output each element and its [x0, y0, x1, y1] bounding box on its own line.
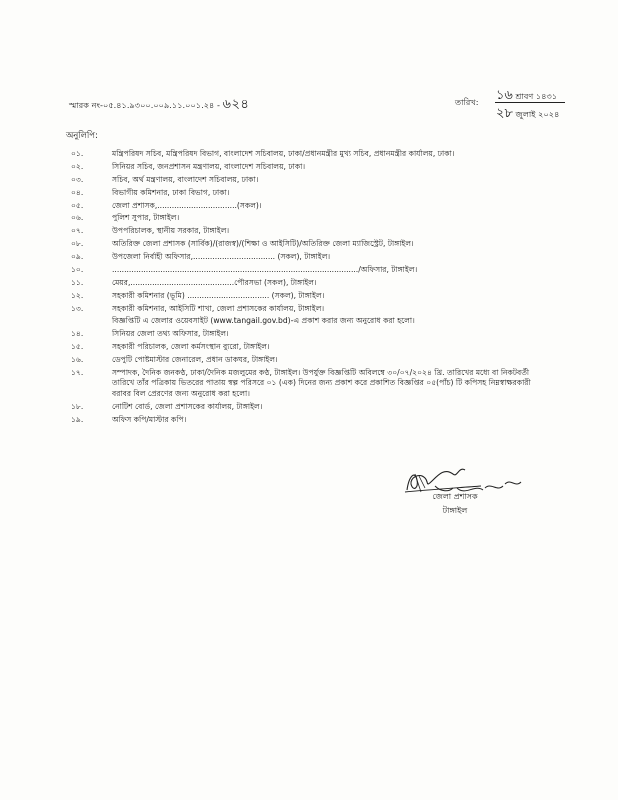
list-item	[71, 415, 541, 426]
item-text: ডেপুটি পোষ্টমাস্টার জেনারেল, প্রধান ডাকঘর, টাঙ্গাইল।	[112, 354, 278, 364]
item-number: ১২.	[71, 290, 84, 300]
date-greg-day: ২৮	[496, 106, 513, 121]
item-text: বিভাগীয় কমিশনার, ঢাকা বিভাগ, ঢাকা।	[112, 187, 230, 197]
list-item	[71, 188, 541, 199]
list-item	[71, 355, 541, 366]
list-item	[71, 175, 541, 186]
list-item	[71, 162, 541, 173]
copy-title: অনুলিপি:	[66, 130, 98, 140]
item-number: ০৮.	[71, 239, 84, 249]
item-number: ১৭.	[71, 367, 84, 377]
item-text: সচিব, অর্থ মন্ত্রণালয়, বাংলাদেশ সচিবালয়, ঢাকা।	[112, 174, 259, 184]
signatory-place: টাঙ্গাইল	[442, 506, 468, 515]
item-text: নোটিশ বোর্ড, জেলা প্রশাসকের কার্যালয়, টাঙ্গাইল।	[112, 401, 263, 411]
item-number: ১৫.	[71, 342, 84, 352]
signatory-title: জেলা প্রশাসক	[432, 492, 478, 501]
item-number: ০৯.	[71, 252, 84, 262]
list-item	[71, 342, 541, 353]
item-text: ....................................................................................................../অফিসার, টাঙ্গাইল।	[112, 265, 418, 275]
item-text: সম্পাদক, দৈনিক জনকণ্ঠ, ঢাকা/দৈনিক মজলুমের কণ্ঠ, টাঙ্গাইল। উপর্যুক্ত বিজ্ঞপ্তিটি অবিলম্বে ৩০/০৭/২০২৪ খ্রি. তারিখের মধ্যে বা নিকটবর্তী তারিখে তাঁর পত্রিকায় ভিতরের পাতায় স্বল্প পরিসরে ০১ (এক) দিনের জন্য প্রকাশ করে প্রকাশিত বিজ্ঞপ্তির ০৫(পাঁচ) টি কপিসহ নিম্নস্বাক্ষরকারী বরাবর বিল প্রেরণের জন্য অনুরোধ করা হলো।	[112, 367, 531, 399]
item-number: ০১.	[71, 149, 84, 158]
item-text: সিনিয়র সচিব, জনপ্রশাসন মন্ত্রণালয়, বাংলাদেশ সচিবালয়, ঢাকা।	[112, 161, 306, 171]
list-item	[71, 201, 541, 212]
list-item	[71, 213, 541, 224]
list-item	[71, 226, 541, 237]
item-text: জেলা প্রশাসক,.................................(সকল)।	[112, 200, 262, 210]
item-extra-text: বিজ্ঞপ্তিটি এ জেলার ওয়েবসাইট (www.tangail.gov.bd)-এ প্রকাশ করার জন্য অনুরোধ করা হলো।	[112, 316, 415, 326]
item-number: ০৫.	[71, 200, 84, 210]
memo-number	[69, 95, 249, 116]
item-text: সহকারী কমিশনার (ভূমি) .................................. (সকল), টাঙ্গাইল।	[112, 290, 325, 300]
list-item	[71, 239, 541, 250]
list-item	[71, 149, 541, 160]
item-number: ১৯.	[71, 414, 84, 424]
date-label: তারিখ:	[455, 97, 479, 107]
memo-handwritten: ৬২৪	[222, 97, 250, 112]
item-number: ১১.	[71, 277, 84, 287]
list-item	[71, 291, 541, 302]
item-text: উপপরিচালক, স্থানীয় সরকার, টাঙ্গাইল।	[112, 226, 230, 236]
item-number: ১৬.	[71, 354, 84, 364]
item-text: পুলিশ সুপার, টাঙ্গাইল।	[112, 213, 180, 223]
list-item	[71, 402, 541, 413]
item-number: ০৪.	[71, 187, 84, 197]
item-number: ১০.	[71, 265, 84, 275]
date-bangla-rest: শ্রাবণ ১৪৩১	[512, 91, 558, 101]
item-number: ১৮.	[71, 401, 84, 411]
list-item	[71, 329, 541, 340]
date-gregorian	[496, 104, 559, 125]
list-item	[71, 278, 541, 289]
item-text: সহকারী কমিশনার, আইসিটি শাখা, জেলা প্রশাসকের কার্যালয়, টাঙ্গাইল।	[112, 303, 325, 313]
item-number: ১৪.	[71, 329, 84, 339]
item-number: ০৩.	[71, 174, 84, 184]
item-number: ০৭.	[71, 226, 84, 236]
item-text: সিনিয়র জেলা তথ্য অফিসার, টাঙ্গাইল।	[112, 329, 229, 339]
item-text: উপজেলা নির্বাহী অফিসার,.................................. (সকল), টাঙ্গাইল।	[112, 252, 331, 262]
date-divider	[495, 102, 565, 103]
item-text: মন্ত্রিপরিষদ সচিব, মন্ত্রিপরিষদ বিভাগ, বাংলাদেশ সচিবালয়, ঢাকা/প্রধানমন্ত্রীর মুখ্য সচিব, প্রধানমন্ত্রীর কার্যালয়, ঢাকা।	[112, 149, 455, 158]
item-text: সহকারী পরিচালক, জেলা কর্মসংস্থান ব্যুরো, টাঙ্গাইল।	[112, 342, 270, 352]
item-number: ১৩.	[71, 303, 84, 313]
copy-list	[71, 149, 541, 428]
list-item	[71, 252, 541, 263]
date-bangla-day: ১৬	[496, 88, 513, 103]
list-item	[71, 304, 541, 327]
memo-prefix: স্মারক নং-০৫.৪১.৯৩০০.০০৯.১১.০০১.২৪ -	[69, 100, 223, 110]
item-text: অফিস কপি/মাস্টার কপি।	[112, 414, 187, 424]
item-number: ০৬.	[71, 213, 84, 223]
list-item	[71, 368, 541, 400]
item-text: মেয়র,...........................................পৌরসভা (সকল), টাঙ্গাইল।	[112, 277, 317, 287]
item-text: অতিরিক্ত জেলা প্রশাসক (সার্বিক)/(রাজস্ব)/(শিক্ষা ও আইসিটি)/অতিরিক্ত জেলা ম্যাজিস্ট্রেট, টাঙ্গাইল।	[112, 239, 414, 249]
item-number: ০২.	[71, 161, 84, 171]
list-item	[71, 265, 541, 276]
date-greg-rest: জুলাই ২০২৪	[512, 109, 560, 119]
